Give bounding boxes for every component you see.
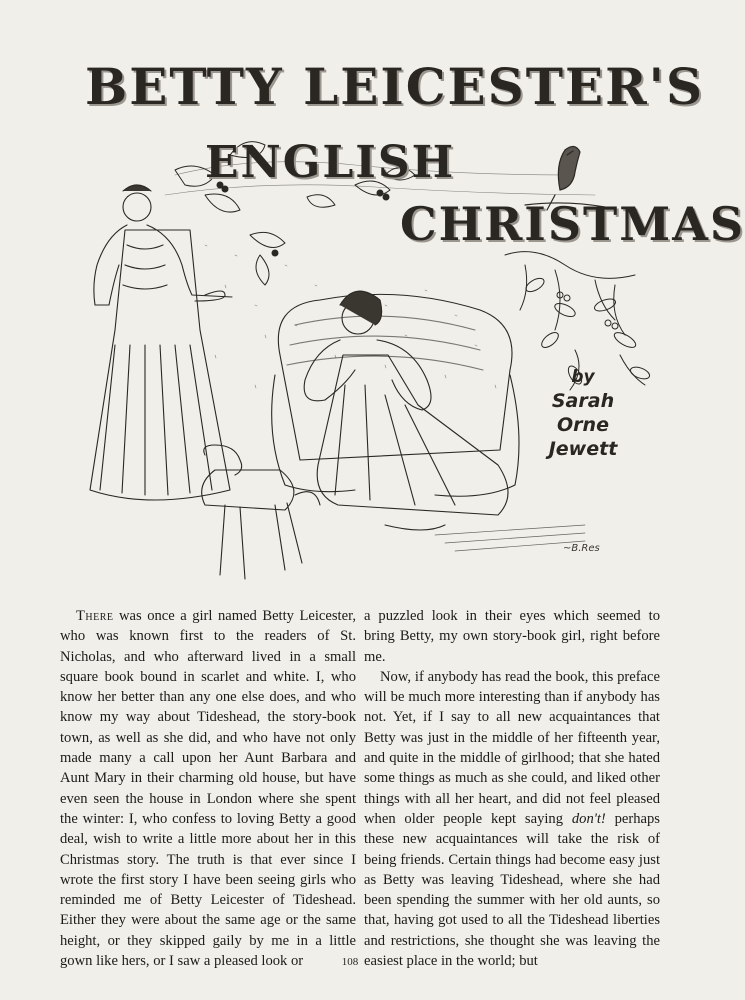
paragraph-2-italic: don't! (571, 810, 606, 827)
drop-word: There (76, 608, 114, 624)
engraving-drawing (55, 55, 665, 590)
author-byline (523, 367, 643, 462)
title-line-1: BETTY LEICESTER'S (85, 57, 705, 116)
paragraph-2-text-after: perhaps these new acquaintances will take the risk of being friends. Certain things had become easy just as Betty was leaving Tideshead, where she had been spending the summer with her old aunts, so that, having got used to all the Tideshead liberties and restrictions, she thought she was leaving the easiest place in the world; but (364, 810, 660, 970)
title-line-3: CHRISTMAS (400, 197, 745, 251)
paragraph-1-continued: a puzzled look in their eyes which seemed to bring Betty, my own story-book girl, right before me. (364, 608, 660, 665)
paragraph-1-text: was once a girl named Betty Leicester, who was known first to the readers of St. Nicholas, and who afterward lived in a small square book bound in scarlet and white. I, who know her better than any one else does, and who know my way about Tideshead, the story-book town, as well as she did, and who have not only made many a call upon her Aunt Barbara and Aunt Mary in their charming old house, but have even seen the house in London where she spent the winter: I, who confess to loving Betty a good deal, wish to write a little more about her in this Christmas story. The truth is that ever since I wrote the first story I have been seeing girls who reminded me of Betty Leicester of Tideshead. Either they were about the same age or the same height, or they skipped gaily by me in a little gown like hers, or I saw a pleased look or (60, 608, 356, 970)
title-line-2: ENGLISH (205, 137, 456, 188)
paragraph-2 (364, 667, 660, 971)
paragraph-2-text-before: Now, if anybody has read the book, this preface will be much more interesting than if anybody has not. Yet, if I say to all new acquaintances that Betty was just in the middle of her fifteenth year, and quite in the middle of girlhood; that she hated some things as much as she could, and liked other things with all her heart, and did not feel pleased when older people kept saying (364, 668, 660, 827)
page-number: 108 (341, 956, 359, 968)
dog-figure (202, 445, 320, 579)
chapter-illustration (55, 55, 745, 590)
armchair-with-girl (272, 291, 519, 530)
author-middle-name: Orne (557, 414, 609, 437)
maid-figure (90, 185, 232, 500)
byline-by: by (571, 367, 595, 387)
text-column-right (364, 606, 660, 971)
illustrator-signature: ~B.Res (563, 543, 600, 554)
author-last-name: Jewett (548, 438, 618, 461)
text-column-left (60, 606, 356, 971)
author-first-name: Sarah (551, 389, 615, 412)
paragraph-1 (60, 606, 356, 971)
